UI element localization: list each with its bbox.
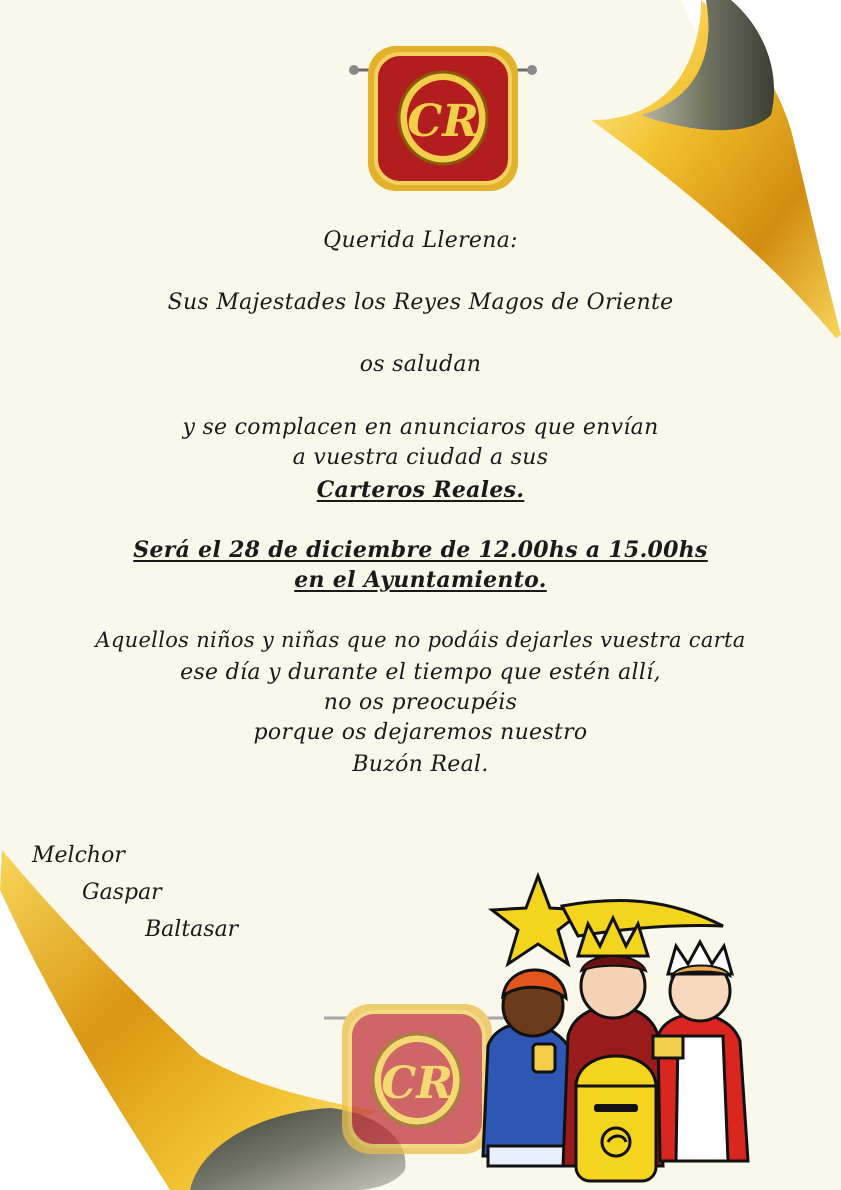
letter-line-4: a vuestra ciudad a sus — [292, 445, 549, 470]
letter-line-3: y se complacen en anunciaros que envían — [182, 415, 659, 440]
cr-crest-logo-top — [348, 36, 538, 196]
signature-baltasar: Baltasar — [145, 917, 239, 942]
signature-melchor: Melchor — [32, 843, 125, 868]
letter-line-6: Será el 28 de diciembre de 12.00hs a 15.00hs — [133, 537, 708, 563]
letter-line-5: Carteros Reales. — [316, 477, 525, 503]
crest-monogram: CR — [407, 96, 479, 147]
signature-gaspar: Gaspar — [82, 880, 162, 905]
letter-line-7: en el Ayuntamiento. — [294, 567, 547, 593]
letter-line-8: Aquellos niños y niñas que no podáis dejarles vuestra carta — [95, 628, 746, 652]
three-kings-illustration — [478, 866, 758, 1186]
crest-monogram-bottom: CR — [381, 1058, 453, 1109]
letter-line-9: ese día y durante el tiempo que estén allí, — [180, 660, 661, 685]
greeting: Querida Llerena: — [323, 228, 518, 253]
letter-line-2: os saludan — [359, 352, 482, 377]
letter-line-1: Sus Majestades los Reyes Magos de Oriente — [167, 290, 674, 315]
letter-line-12: Buzón Real. — [352, 752, 489, 777]
crown-icon — [578, 918, 648, 956]
letter-line-10: no os preocupéis — [323, 690, 518, 715]
letter-line-11: porque os dejaremos nuestro — [253, 720, 588, 745]
page-curl-top-right — [531, 0, 841, 340]
